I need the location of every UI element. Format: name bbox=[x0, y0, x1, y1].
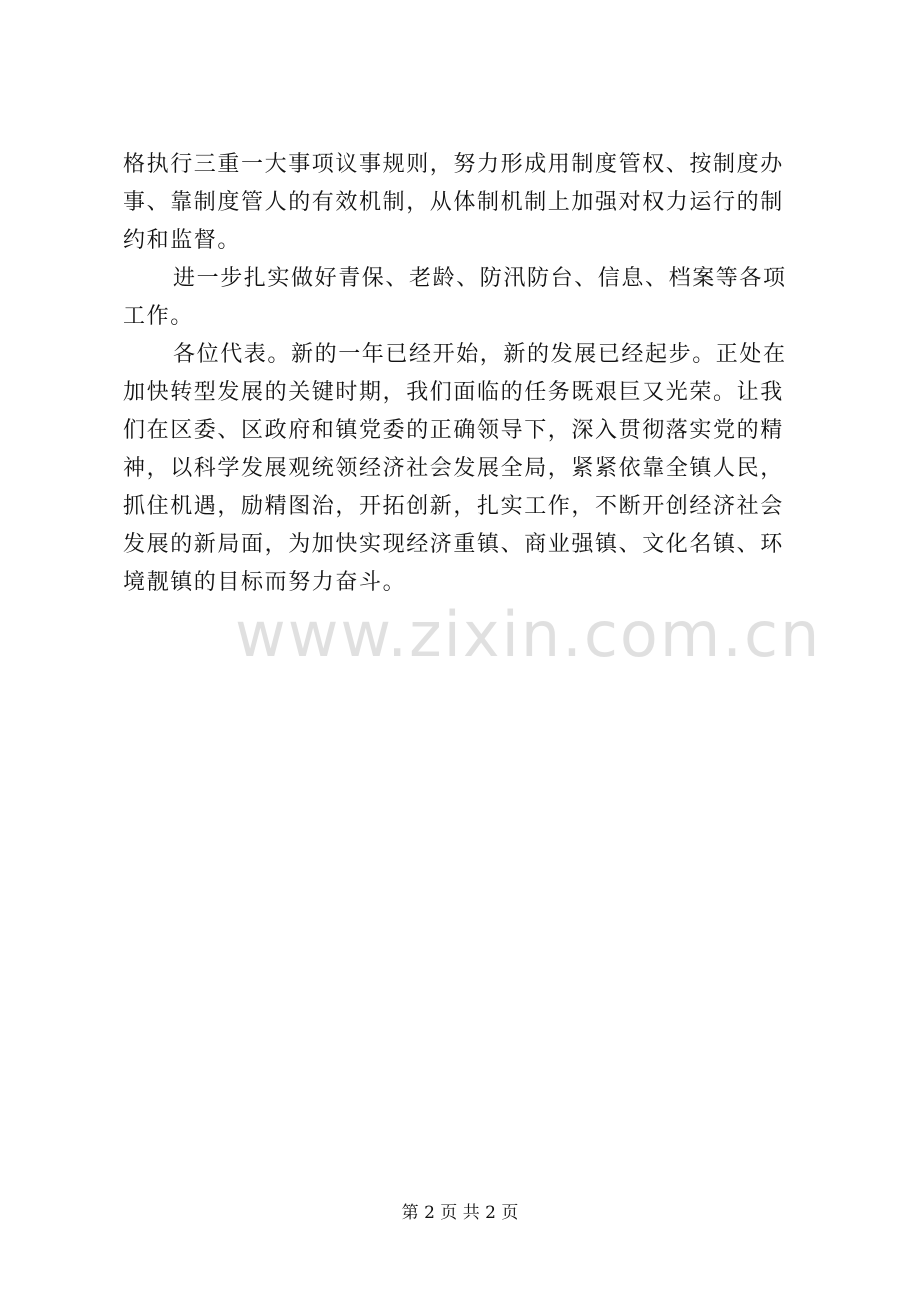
body-line: 事、靠制度管人的有效机制，从体制机制上加强对权力运行的制 bbox=[123, 190, 784, 215]
body-line: 发展的新局面，为加快实现经济重镇、商业强镇、文化名镇、环 bbox=[123, 532, 784, 557]
paragraph-start-line: 进一步扎实做好青保、老龄、防汛防台、信息、档案等各项 bbox=[173, 266, 787, 291]
body-line: 加快转型发展的关键时期，我们面临的任务既艰巨又光荣。让我 bbox=[123, 380, 784, 405]
paragraph-start-line: 各位代表。新的一年已经开始，新的发展已经起步。正处在 bbox=[173, 342, 787, 367]
document-body bbox=[123, 146, 813, 602]
body-line: 神，以科学发展观统领经济社会发展全局，紧紧依靠全镇人民， bbox=[123, 456, 784, 481]
body-line: 抓住机遇，励精图治，开拓创新，扎实工作，不断开创经济社会 bbox=[123, 494, 784, 519]
body-line: 格执行三重一大事项议事规则，努力形成用制度管权、按制度办 bbox=[123, 152, 784, 177]
watermark: www.zixin.com.cn bbox=[235, 598, 822, 671]
body-line: 们在区委、区政府和镇党委的正确领导下，深入贯彻落实党的精 bbox=[123, 418, 784, 443]
body-line: 境靓镇的目标而努力奋斗。 bbox=[123, 570, 407, 595]
body-line: 约和监督。 bbox=[123, 228, 242, 253]
page-number-footer: 第 2 页 共 2 页 bbox=[401, 1203, 519, 1223]
body-line: 工作。 bbox=[123, 304, 194, 329]
